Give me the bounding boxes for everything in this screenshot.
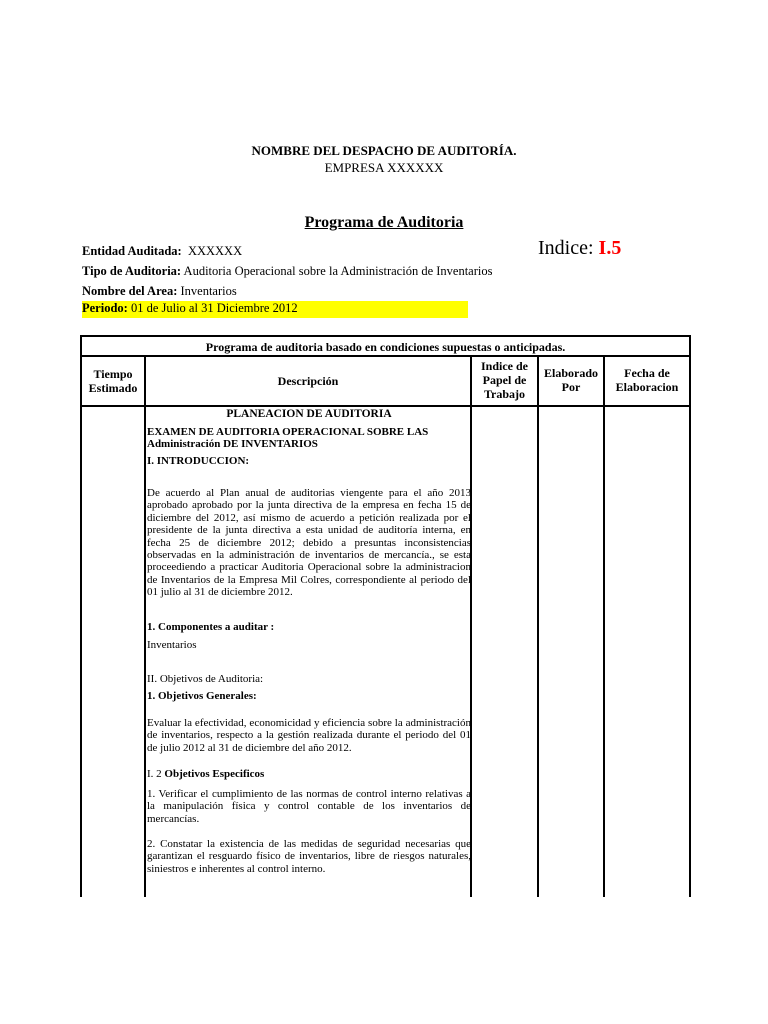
table-title: Programa de auditoria basado en condiciones supuestas o anticipadas. [205, 340, 566, 354]
area-row [82, 284, 237, 299]
periodo-value: 01 de Julio al 31 Diciembre 2012 [130, 301, 298, 315]
entidad-row [82, 244, 242, 259]
area-value: Inventarios [180, 284, 237, 298]
table-title-divider [82, 355, 689, 357]
col-header-indice-line1: Indice de [480, 359, 528, 373]
col-header-fecha-line1: Fecha de [624, 366, 670, 380]
componentes-heading: 1. Componentes a auditar : [147, 621, 275, 633]
company-name: EMPRESA XXXXXX [324, 160, 444, 175]
firm-name: NOMBRE DEL DESPACHO DE AUDITORÍA. [251, 143, 517, 158]
col-header-elaborado-line1: Elaborado [543, 366, 598, 380]
planeacion-heading: PLANEACION DE AUDITORIA [226, 408, 392, 420]
col-header-descripcion: Descripción [277, 374, 339, 388]
objetivos-especificos-heading [147, 768, 471, 780]
col-header-indice-line3: Trabajo [483, 387, 526, 401]
periodo-label: Periodo: [82, 301, 128, 315]
tipo-value: Auditoria Operacional sobre la Administración de Inventarios [183, 264, 493, 278]
col-divider-4 [603, 355, 605, 897]
audit-program-table [80, 335, 691, 897]
program-title: Programa de Auditoria [304, 214, 464, 231]
tipo-label: Tipo de Auditoria: [82, 264, 182, 278]
col-header-tiempo-line1: Tiempo [93, 367, 133, 381]
objetivos-especificos-number: I. 2 [147, 768, 162, 780]
col-header-tiempo-line2: Estimado [88, 381, 138, 395]
col-header-fecha-line2: Elaboracion [615, 380, 679, 394]
examen-heading [147, 426, 471, 451]
objetivo-especifico-2: 2. Constatar la existencia de las medidas de seguridad necesarias que garantizan el resguardo físico de inventarios, libre de riesgos naturales, siniestros e inherentes al control interno. [147, 838, 471, 875]
table-header-divider [82, 405, 689, 407]
examen-heading-line2: Administración DE INVENTARIOS [147, 438, 318, 451]
objetivos-especificos-label: Objetivos Especificos [164, 768, 265, 780]
componentes-value: Inventarios [147, 639, 197, 651]
examen-heading-line1: EXAMEN DE AUDITORIA OPERACIONAL SOBRE LAS [147, 426, 429, 438]
objetivos-generales-heading: 1. Objetivos Generales: [147, 690, 257, 702]
indice-value: I.5 [598, 237, 622, 259]
area-label: Nombre del Area: [82, 284, 178, 298]
intro-heading: I. INTRODUCCION: [147, 455, 250, 467]
col-header-indice [472, 359, 537, 401]
tipo-row [82, 264, 492, 279]
col-header-indice-line2: Papel de [482, 373, 527, 387]
col-header-elaborado [539, 366, 603, 394]
objetivos-heading: II. Objetivos de Auditoria: [147, 673, 264, 685]
indice-block [538, 237, 621, 260]
intro-paragraph: De acuerdo al Plan anual de auditorias viengente para el año 2013 aprobado aprobado por la junta directiva de la empresa en fecha 15 de diciembre del 2012, así mismo de acuerdo a petición realizada por el presidente de la junta directiva a esta unidad de auditoría interna, en fecha 25 de diciembre 2012; debido a presuntas inconsistencias observadas en la administración de inventarios de mercancía., se esta proceediendo a practicar Auditoria Operacional sobre la administracion de Inventarios de la Empresa Mil Colres, correspondiente al periodo del 01 julio al 31 de diciembre 2012. [147, 487, 471, 599]
col-header-elaborado-line2: Por [561, 380, 581, 394]
col-header-tiempo [82, 367, 144, 395]
col-divider-1 [144, 355, 146, 897]
entidad-value: XXXXXX [187, 244, 243, 258]
objetivo-especifico-1: 1. Verificar el cumplimiento de las normas de control interno relativas a la manipulación física y control contable de los inventarios de mercancías. [147, 788, 471, 825]
indice-label: Indice: [538, 237, 594, 259]
objetivos-generales-paragraph: Evaluar la efectividad, economicidad y eficiencia sobre la administración de inventarios, respecto a la gestión realizada durante el periodo del 01 de julio 2012 al 31 de diciembre del año 2012. [147, 717, 471, 754]
entidad-label: Entidad Auditada: [82, 244, 182, 258]
periodo-row [82, 301, 468, 318]
col-header-fecha [605, 366, 689, 394]
col-divider-3 [537, 355, 539, 897]
